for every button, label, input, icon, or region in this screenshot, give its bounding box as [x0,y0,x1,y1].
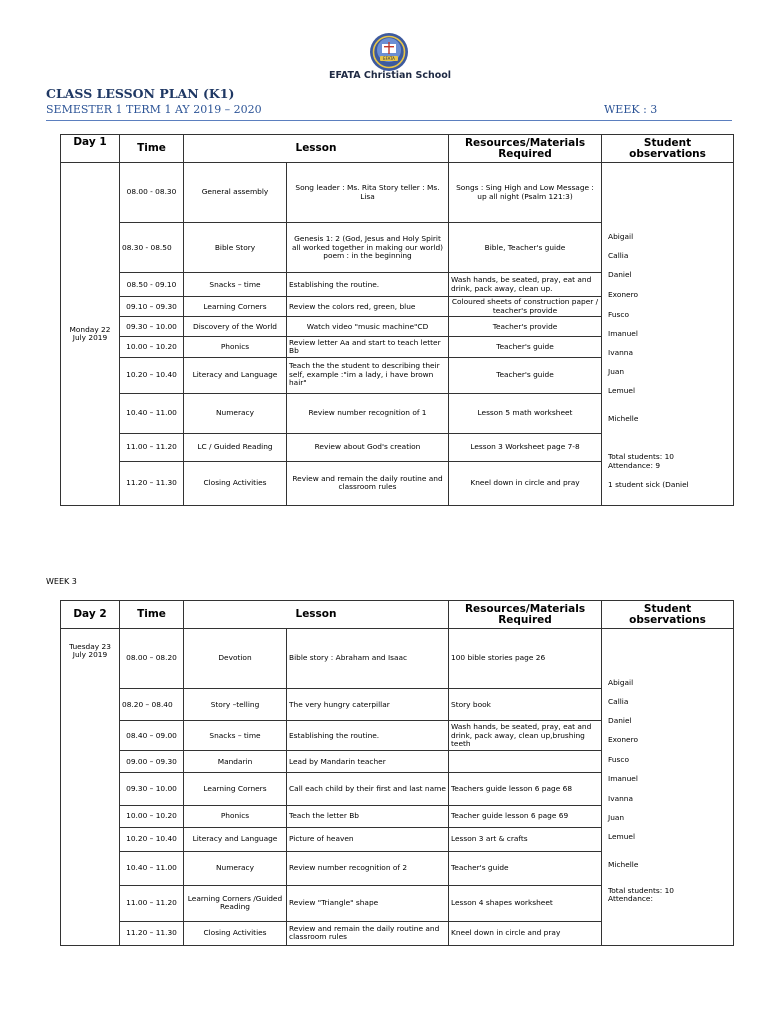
student-name: Fusco [608,310,629,319]
time-cell: 10.00 – 10.20 [120,337,184,357]
student-name: Abigail [608,678,634,687]
lesson-cell: Genesis 1: 2 (God, Jesus and Holy Spirit all worked together in making our world) poem : in the beginning [287,223,449,273]
semester-label: SEMESTER 1 TERM 1 AY 2019 – 2020 [46,103,262,116]
student-name: Juan [608,367,625,376]
resources-cell: 100 bible stories page 26 [449,629,602,689]
activity-cell: Learning Corners /Guided Reading [184,885,287,921]
school-name: EFATA Christian School [328,70,452,81]
lesson-header: Lesson [184,135,449,163]
student-name: Ivanna [608,348,633,357]
time-cell: 09.10 – 09.30 [120,297,184,317]
activity-cell: General assembly [184,163,287,223]
resources-cell: Lesson 3 Worksheet page 7-8 [449,433,602,461]
time-cell: 11.20 – 11.30 [120,461,184,505]
student-name: Exonero [608,735,638,744]
activity-cell: Phonics [184,337,287,357]
activity-cell: Numeracy [184,393,287,433]
activity-cell: LC / Guided Reading [184,433,287,461]
attendance-count: Attendance: [608,894,653,903]
day2-lesson-table [60,600,734,946]
resources-cell: Wash hands, be seated, pray, eat and drink, pack away, clean up. [449,273,602,297]
lesson-cell: Review letter Aa and start to teach letter Bb [287,337,449,357]
activity-cell: Learning Corners [184,297,287,317]
lesson-cell: The very hungry caterpillar [287,689,449,721]
table-row [61,163,734,223]
activity-cell: Literacy and Language [184,827,287,851]
activity-cell: Phonics [184,805,287,827]
lesson-cell: Review number recognition of 2 [287,851,449,885]
activity-cell: Devotion [184,629,287,689]
table-row [61,629,734,689]
student-name: Michelle [608,414,639,423]
lesson-cell: Review about God's creation [287,433,449,461]
lesson-cell: Song leader : Ms. Rita Story teller : Ms. Lisa [287,163,449,223]
time-cell: 09.30 – 10.00 [120,773,184,805]
activity-cell: Closing Activities [184,461,287,505]
time-cell: 10.40 – 11.00 [120,393,184,433]
lesson-cell: Teach the the student to describing their self, example :"im a lady, i have brown hair" [287,357,449,393]
student-name: Michelle [608,860,639,869]
resources-cell: Coloured sheets of construction paper / teacher's provide [449,297,602,317]
day2-label: Day 2 [61,601,120,629]
time-cell: 10.20 – 10.40 [120,357,184,393]
resources-cell: Lesson 5 math worksheet [449,393,602,433]
table-header-row [61,135,734,163]
lesson-cell: Call each child by their first and last name [287,773,449,805]
time-cell: 08.30 - 08.50 [120,223,184,273]
observations-header: Student observations [602,135,734,163]
day2-date: Tuesday 23 July 2019 [61,629,120,946]
resources-cell: Kneel down in circle and pray [449,461,602,505]
total-students: Total students: 10 [608,886,674,895]
header-divider [46,120,732,121]
time-cell: 11.00 – 11.20 [120,433,184,461]
table-header-row [61,601,734,629]
student-name: Exonero [608,290,638,299]
resources-cell: Kneel down in circle and pray [449,921,602,945]
day1-date: Monday 22 July 2019 [61,163,120,506]
activity-cell: Closing Activities [184,921,287,945]
lesson-cell: Review number recognition of 1 [287,393,449,433]
activity-cell: Snacks – time [184,273,287,297]
activity-cell: Bible Story [184,223,287,273]
lesson-cell: Bible story : Abraham and Isaac [287,629,449,689]
week-label: WEEK : 3 [604,103,658,116]
activity-cell: Learning Corners [184,773,287,805]
lesson-cell: Watch video "music machine"CD [287,317,449,337]
student-name: Lemuel [608,832,636,841]
student-name: Callia [608,251,629,260]
resources-cell: Teacher's guide [449,851,602,885]
resources-cell: Lesson 3 art & crafts [449,827,602,851]
resources-cell: Teacher's provide [449,317,602,337]
time-cell: 08.50 - 09.10 [120,273,184,297]
activity-cell: Discovery of the World [184,317,287,337]
resources-header: Resources/Materials Required [449,135,602,163]
lesson-cell: Establishing the routine. [287,273,449,297]
lesson-cell: Establishing the routine. [287,721,449,751]
lesson-cell: Review "Triangle" shape [287,885,449,921]
student-name: Daniel [608,270,632,279]
logo-text: EFATA [383,56,395,61]
resources-cell: Teacher's guide [449,357,602,393]
student-name: Callia [608,697,629,706]
lesson-cell: Review and remain the daily routine and classroom rules [287,461,449,505]
time-cell: 10.20 – 10.40 [120,827,184,851]
week-label-day2: WEEK 3 [46,577,77,586]
activity-cell: Snacks – time [184,721,287,751]
time-cell: 10.40 – 11.00 [120,851,184,885]
day1-label: Day 1 [61,135,120,163]
resources-cell: Story book [449,689,602,721]
observations-list [604,163,731,505]
day2-observations-cell [602,629,734,946]
time-header: Time [120,601,184,629]
lesson-cell: Review the colors red, green, blue [287,297,449,317]
page-title: CLASS LESSON PLAN (K1) [46,86,235,101]
lesson-cell: Picture of heaven [287,827,449,851]
observations-header: Student observations [602,601,734,629]
time-cell: 08.00 – 08.20 [120,629,184,689]
activity-cell: Literacy and Language [184,357,287,393]
time-cell: 08.40 – 09.00 [120,721,184,751]
observations-list [604,629,731,945]
resources-cell [449,751,602,773]
time-header: Time [120,135,184,163]
lesson-header: Lesson [184,601,449,629]
attendance-note: 1 student sick (Daniel [608,480,689,489]
time-cell: 08.00 - 08.30 [120,163,184,223]
resources-header: Resources/Materials Required [449,601,602,629]
time-cell: 08.20 – 08.40 [120,689,184,721]
resources-cell: Teacher's guide [449,337,602,357]
student-name: Abigail [608,232,634,241]
resources-cell: Songs : Sing High and Low Message : up all night (Psalm 121:3) [449,163,602,223]
student-name: Fusco [608,755,629,764]
time-cell: 09.30 – 10.00 [120,317,184,337]
resources-cell: Bible, Teacher's guide [449,223,602,273]
attendance-count: Attendance: 9 [608,461,661,470]
resources-cell: Teacher guide lesson 6 page 69 [449,805,602,827]
time-cell: 09.00 – 09.30 [120,751,184,773]
school-logo-icon [369,32,409,72]
student-name: Ivanna [608,794,633,803]
student-name: Lemuel [608,386,636,395]
time-cell: 10.00 – 10.20 [120,805,184,827]
student-name: Juan [608,813,625,822]
student-name: Imanuel [608,774,638,783]
day1-observations-cell [602,163,734,506]
resources-cell: Teachers guide lesson 6 page 68 [449,773,602,805]
lesson-cell: Review and remain the daily routine and classroom rules [287,921,449,945]
resources-cell: Lesson 4 shapes worksheet [449,885,602,921]
resources-cell: Wash hands, be seated, pray, eat and drink, pack away, clean up,brushing teeth [449,721,602,751]
activity-cell: Numeracy [184,851,287,885]
day1-lesson-table [60,134,734,506]
student-name: Imanuel [608,329,638,338]
time-cell: 11.00 – 11.20 [120,885,184,921]
lesson-cell: Lead by Mandarin teacher [287,751,449,773]
lesson-cell: Teach the letter Bb [287,805,449,827]
activity-cell: Mandarin [184,751,287,773]
activity-cell: Story –telling [184,689,287,721]
total-students: Total students: 10 [608,452,674,461]
student-name: Daniel [608,716,632,725]
time-cell: 11.20 – 11.30 [120,921,184,945]
